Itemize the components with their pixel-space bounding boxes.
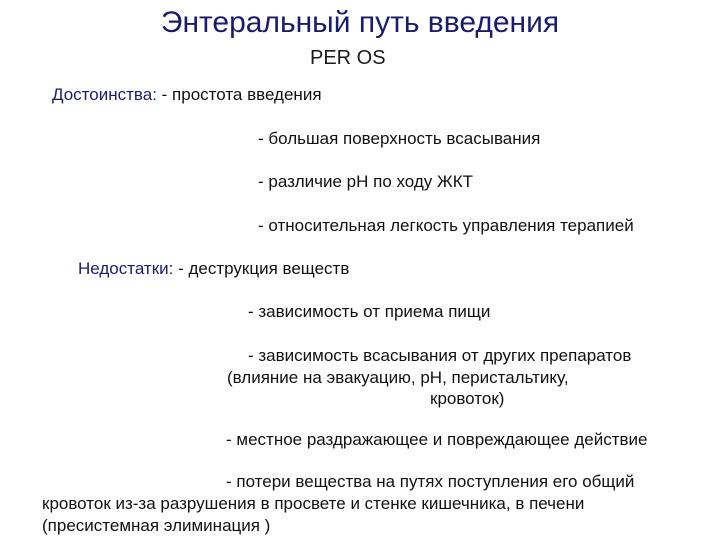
disadvantage-item-continued: (влияние на эвакуацию, рН, перистальтику, — [227, 368, 569, 387]
disadvantage-item: - деструкция веществ — [178, 259, 350, 278]
advantage-item: - большая поверхность всасывания — [258, 129, 541, 148]
advantage-item: - относительная легкость управления терапией — [258, 216, 634, 235]
disadvantage-item: - местное раздражающее и повреждающее действие — [226, 430, 648, 449]
slide-title: Энтеральный путь введения — [160, 6, 560, 39]
disadvantages-label: Недостатки — [78, 259, 169, 278]
advantage-item: - различие рН по ходу ЖКТ — [258, 172, 474, 191]
disadvantages-colon: : — [168, 259, 174, 278]
disadvantage-item-continued: (пресистемная элиминация ) — [42, 516, 271, 535]
slide-subtitle: PER OS — [310, 47, 386, 69]
disadvantage-item-continued: кровоток из-за разрушения в просвете и стенке кишечника, в печени — [42, 494, 585, 513]
advantage-item: - простота введения — [161, 85, 322, 104]
disadvantage-item: - зависимость от приема пищи — [248, 302, 491, 321]
advantages-label: Достоинства — [52, 85, 153, 104]
disadvantages-row — [78, 259, 349, 279]
disadvantage-item: - зависимость всасывания от других препаратов — [248, 346, 632, 365]
advantages-colon: : — [152, 85, 157, 104]
disadvantage-item-continued: кровоток) — [430, 389, 505, 408]
advantages-row — [52, 85, 322, 105]
disadvantage-item: - потери вещества на путях поступления его общий — [226, 472, 635, 491]
